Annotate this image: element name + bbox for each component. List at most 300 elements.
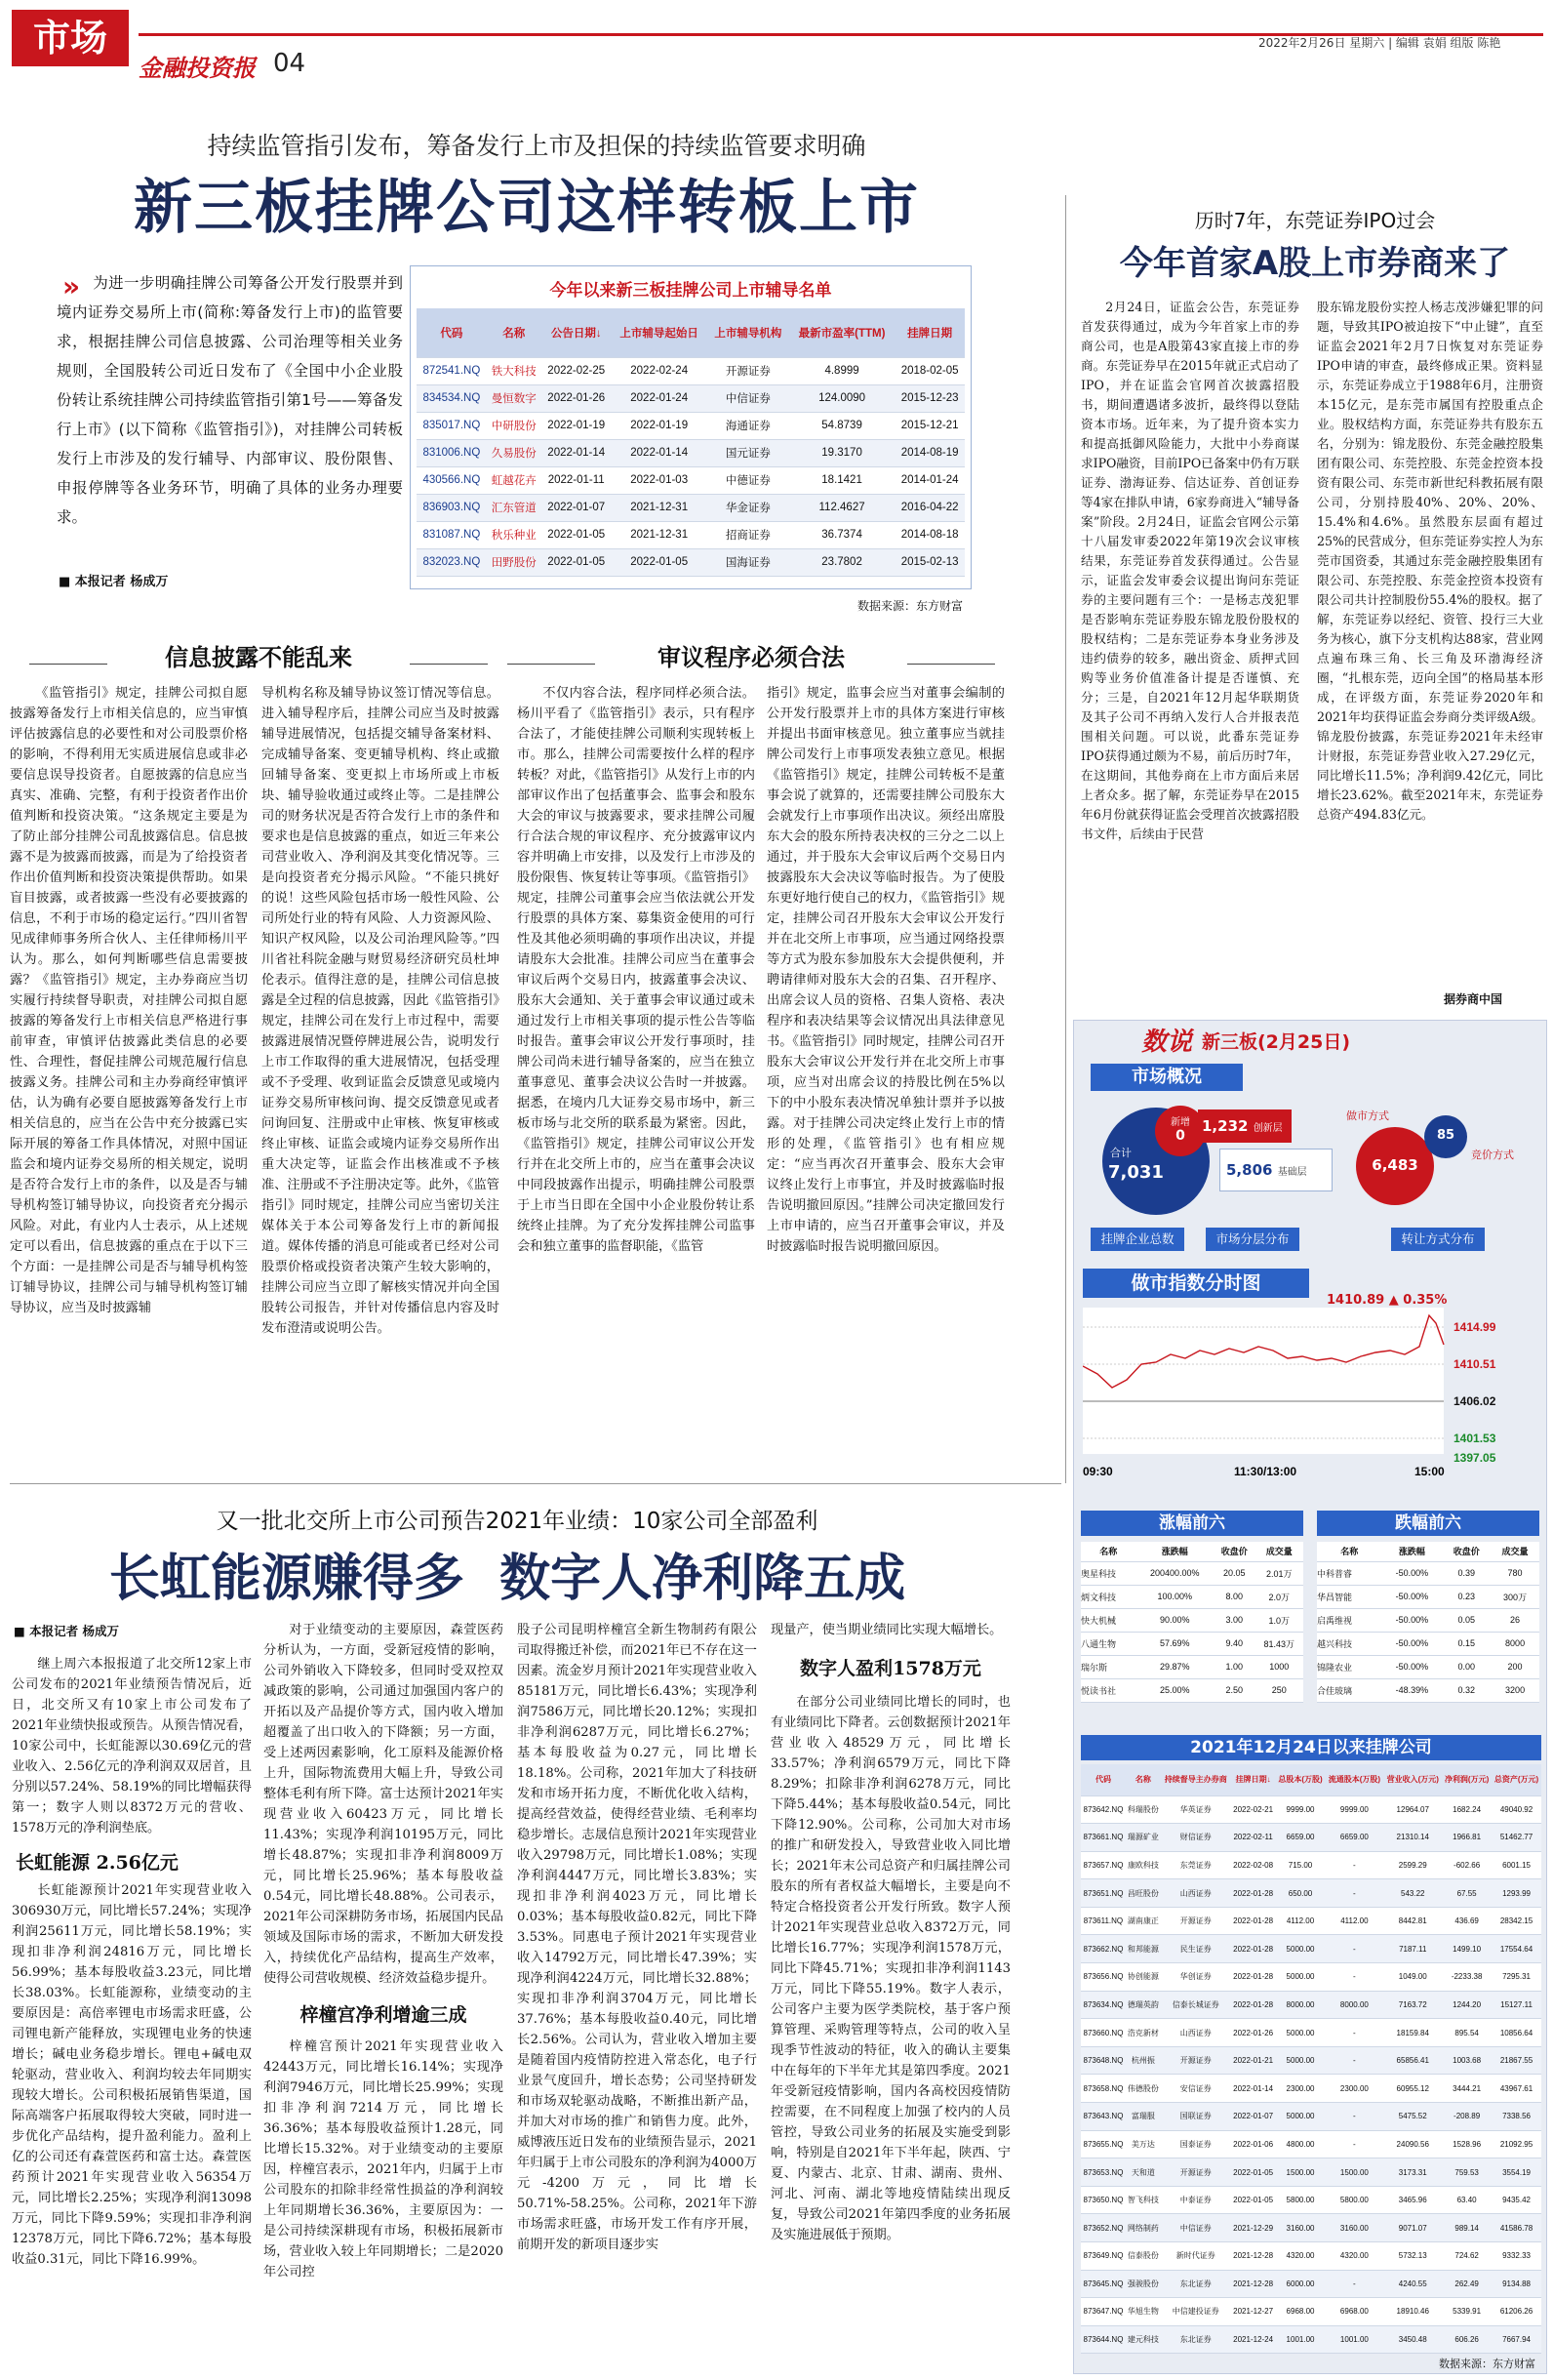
new-circle: 新增 0 xyxy=(1155,1106,1206,1156)
table-cell: 新时代证券 xyxy=(1161,2242,1231,2271)
right-headline: 今年首家A股上市券商来了 xyxy=(1119,244,1511,283)
market-overview xyxy=(1073,1098,1547,1234)
table-cell: 瑞源矿业 xyxy=(1126,1824,1161,1852)
table-cell: 90.00% xyxy=(1136,1608,1214,1632)
table-cell: 2022-01-06 xyxy=(1231,2130,1276,2158)
right-source: 据券商中国 xyxy=(1444,992,1503,1006)
list-row xyxy=(1081,2019,1541,2047)
subhead-changhong: 长虹能源 2.56亿元 xyxy=(16,1852,179,1874)
table-cell: 2022-02-25 xyxy=(541,357,612,384)
table-cell: 秋乐种业 xyxy=(487,521,541,548)
table-cell: 8000.00 xyxy=(1276,1991,1326,2019)
table-cell: 中信建投证券 xyxy=(1161,2298,1231,2326)
table-cell: 7295.31 xyxy=(1492,1963,1541,1992)
table-cell: 5732.13 xyxy=(1383,2242,1442,2271)
table-cell: 835017.NQ xyxy=(417,412,487,439)
table-cell: 3.00 xyxy=(1214,1608,1254,1632)
table-cell: 5000.00 xyxy=(1276,1963,1326,1992)
total-circle: 合计 7,031 xyxy=(1102,1108,1210,1215)
list-row xyxy=(1081,1991,1541,2019)
table-cell: 67.55 xyxy=(1442,1879,1492,1908)
table-cell: 炳文科技 xyxy=(1081,1585,1136,1608)
table-cell: 国海证券 xyxy=(707,548,789,576)
table-cell: 2.0万 xyxy=(1254,1585,1303,1608)
list-row xyxy=(1081,1851,1541,1879)
page-number: 04 xyxy=(273,49,306,78)
table-cell: 6659.00 xyxy=(1325,1824,1383,1852)
list-row xyxy=(1081,2186,1541,2214)
list-row xyxy=(1081,1963,1541,1992)
list-row xyxy=(1081,2046,1541,2075)
subhead-review-procedure: 审议程序必须合法 xyxy=(595,638,907,672)
table-cell: 873653.NQ xyxy=(1081,2158,1126,2187)
table-cell: 873655.NQ xyxy=(1081,2130,1126,2158)
table-cell: 2014-08-18 xyxy=(895,521,965,548)
table-cell: 57.69% xyxy=(1136,1632,1214,1655)
table-cell: 中德证券 xyxy=(707,466,789,494)
table-cell: 3160.00 xyxy=(1276,2214,1326,2242)
loss-row xyxy=(1317,1585,1539,1608)
table-cell: -50.00% xyxy=(1381,1608,1442,1632)
axis-r-3: 1406.02 xyxy=(1453,1394,1496,1408)
table-cell: 0.32 xyxy=(1442,1678,1491,1702)
main-col-divider xyxy=(1065,195,1066,1483)
loss-row xyxy=(1317,1655,1539,1678)
table-cell: 启禹维视 xyxy=(1317,1608,1381,1632)
table-cell: 9134.88 xyxy=(1492,2270,1541,2298)
table-cell: 信泰股份 xyxy=(1126,2242,1161,2271)
table-cell: 中信证券 xyxy=(707,384,789,412)
table-cell: 德瑞英韵 xyxy=(1126,1991,1161,2019)
main-col-1: 《监管指引》规定，挂牌公司拟自愿披露筹备发行上市相关信息的，应当审慎评估披露信息的必要性和对公司股票价格的影响，不得利用无实质进展信息或非必要信息误导投资者。自愿披露的信息应当真实、准确、完整，有利于投资者作出价值判断和投资决策。“这条规定主要是为了防止部分挂牌公司乱披露信息。信息披露不是为披露而披露，而是为了给投资者作出价值判断和投资决策提供帮助。如果盲目披露，或者披露一些没有必要披露的信息，不利于市场的稳定运行。”四川省智见成律师事务所合伙人、主任律师杨川平认为。那么，如何判断哪些信息需要披露？《监管指引》规定，主办券商应当切实履行持续督导职责，对挂牌公司拟自愿披露的筹备发行上市相关信息严格进行事前审查，审慎评估披露此类信息的必要性、合理性，督促挂牌公司规范履行信息披露义务。挂牌公司和主办券商经审慎评估，认为确有必要自愿披露筹备发行上市相关信息的，应当在公告中充分披露已实际开展的筹备工作具体情况，对照中国证监会和境内证券交易所的相关规定，说明是否符合发行上市的条件，以及是否与辅导机构签订辅导协议，向投资者充分揭示风险。对此，有业内人士表示，从上述规定可以看出，信息披露的重点在于以下三个方面：一是挂牌公司是否与辅导机构签订辅导协议，挂牌公司与辅导机构签订辅导协议，应当及时披露辅 xyxy=(10,686,248,1315)
table-cell: 中研股份 xyxy=(487,412,541,439)
listing-table-row xyxy=(417,384,965,412)
table-header-cell: 上市辅导起始日 xyxy=(612,308,707,357)
table-cell: 2022-01-28 xyxy=(1231,1879,1276,1908)
list-row xyxy=(1081,1907,1541,1935)
table-cell: 9999.00 xyxy=(1325,1795,1383,1824)
table-cell: -50.00% xyxy=(1381,1585,1442,1608)
gain-row xyxy=(1081,1608,1303,1632)
main-kicker: 持续监管指引发布，筹备发行上市及担保的持续监管要求明确 xyxy=(207,132,866,160)
table-cell: 780 xyxy=(1491,1561,1539,1585)
table-cell: 873662.NQ xyxy=(1081,1935,1126,1963)
table-cell: 2021-12-27 xyxy=(1231,2298,1276,2326)
table-cell: 1244.20 xyxy=(1442,1991,1492,2019)
table-cell: 2022-01-05 xyxy=(541,548,612,576)
table-cell: 81.43万 xyxy=(1254,1632,1303,1655)
table-cell: 美万达 xyxy=(1126,2130,1161,2158)
table-cell: 543.22 xyxy=(1383,1879,1442,1908)
table-header-cell: 名称 xyxy=(1317,1542,1381,1561)
list-row xyxy=(1081,1879,1541,1908)
gain-row xyxy=(1081,1585,1303,1608)
table-header-cell: 名称 xyxy=(1126,1764,1161,1795)
table-cell: 262.49 xyxy=(1442,2270,1492,2298)
table-cell: 2016-04-22 xyxy=(895,494,965,521)
table-cell: 5339.91 xyxy=(1442,2298,1492,2326)
main-col-4: 指引》规定，监事会应当对董事会编制的公开发行股票并上市的具体方案进行审核并提出书面审核意见。独立董事应当就挂牌公司发行上市事项发表独立意见。根据《监管指引》规定，挂牌公司转板不是董事会说了就算的，还需要挂牌公司股东大会就发行上市事项作出决议。须经出席股东大会的股东所持表决权的三分之二以上通过，并于股东大会审议后两个交易日内披露股东大会决议等临时报告。为了使股东更好地行使自己的权力，《监管指引》规定，挂牌公司召开股东大会审议公开发行并在北交所上市事项，应当通过网络投票等方式为股东参加股东大会提供便利，并聘请律师对股东大会的召集、召开程序、出席会议人员的资格、召集人资格、表决程序和表决结果等会议情况出具法律意见书。《监管指引》同时规定，挂牌公司召开股东大会审议公开发行并在北交所上市事项，应当对出席会议的持股比例在5%以下的中小股东表决情况单独计票并予以披露。对于挂牌公司决定终止发行上市的情形的处理，《监管指引》也有相应规定：“应当再次召开董事会、股东大会审议终止发行上市事宜，并及时披露临时报告说明撤回原因。”挂牌公司决定撤回发行上市申请的，应当召开董事会审议，并及时披露临时报告说明撤回原因。 xyxy=(767,686,1005,1254)
table-cell: 606.26 xyxy=(1442,2325,1492,2354)
main-headline: 新三板挂牌公司这样转板上市 xyxy=(134,174,920,242)
table-cell: 东北证券 xyxy=(1161,2270,1231,2298)
table-header-cell: 代码 xyxy=(1081,1764,1126,1795)
table-cell: 23.7802 xyxy=(789,548,895,576)
table-cell: 831006.NQ xyxy=(417,439,487,466)
table-cell: 华昌智能 xyxy=(1317,1585,1381,1608)
table-cell: - xyxy=(1325,2103,1383,2131)
listing-table-row xyxy=(417,521,965,548)
table-cell: 田野股份 xyxy=(487,548,541,576)
table-cell: 4.8999 xyxy=(789,357,895,384)
table-cell: 2.50 xyxy=(1214,1678,1254,1702)
table-cell: 华英证券 xyxy=(1161,1795,1231,1824)
table-cell: 1.0万 xyxy=(1254,1608,1303,1632)
table-cell: 873647.NQ xyxy=(1081,2298,1126,2326)
table-cell: 1528.96 xyxy=(1442,2130,1492,2158)
table-cell: 1293.99 xyxy=(1492,1879,1541,1908)
table-cell: 国元证券 xyxy=(707,439,789,466)
list-row xyxy=(1081,2325,1541,2354)
table-cell: 895.54 xyxy=(1442,2019,1492,2047)
table-cell: 协创能源 xyxy=(1126,1963,1161,1992)
table-cell: 26 xyxy=(1491,1608,1539,1632)
table-header-cell: 净利润(万元) xyxy=(1442,1764,1492,1795)
table-header-cell: 流通股本(万股) xyxy=(1325,1764,1383,1795)
mm2-circle: 85 xyxy=(1424,1115,1467,1158)
table-cell: 124.0090 xyxy=(789,384,895,412)
table-cell: 1500.00 xyxy=(1325,2158,1383,2187)
table-cell: 18910.46 xyxy=(1383,2298,1442,2326)
table-cell: - xyxy=(1325,2046,1383,2075)
table-cell: 1003.68 xyxy=(1442,2046,1492,2075)
loss-row xyxy=(1317,1608,1539,1632)
table-cell: 6968.00 xyxy=(1325,2298,1383,2326)
table-cell: - xyxy=(1325,1935,1383,1963)
table-cell: 872541.NQ xyxy=(417,357,487,384)
table-header-cell: 收盘价 xyxy=(1214,1542,1254,1561)
table-cell: 3173.31 xyxy=(1383,2158,1442,2187)
table-cell: 开源证券 xyxy=(1161,1907,1231,1935)
table-cell: 8442.81 xyxy=(1383,1907,1442,1935)
table-cell: 0.05 xyxy=(1442,1608,1491,1632)
table-cell: 中科普睿 xyxy=(1317,1561,1381,1585)
table-cell: 国联证券 xyxy=(1161,2103,1231,2131)
table-cell: 2021-12-29 xyxy=(1231,2214,1276,2242)
listing-table-box xyxy=(410,265,972,613)
table-cell: 2021-12-28 xyxy=(1231,2270,1276,2298)
table-cell: 3554.19 xyxy=(1492,2158,1541,2187)
table-cell: 浩克新材 xyxy=(1126,2019,1161,2047)
listing-table-row xyxy=(417,357,965,384)
table-cell: 15127.11 xyxy=(1492,1991,1541,2019)
btn-transfer-method[interactable]: 转让方式分布 xyxy=(1391,1228,1485,1251)
table-cell: 2022-02-21 xyxy=(1231,1795,1276,1824)
table-cell: 海通证券 xyxy=(707,412,789,439)
table-cell: 2014-08-19 xyxy=(895,439,965,466)
table-cell: 安信证券 xyxy=(1161,2075,1231,2103)
table-cell: 汇东管道 xyxy=(487,494,541,521)
table-cell: 7667.94 xyxy=(1492,2325,1541,2354)
table-cell: 873644.NQ xyxy=(1081,2325,1126,2354)
base-box: 5,806 基础层 xyxy=(1219,1149,1333,1191)
table-cell: 873643.NQ xyxy=(1081,2103,1126,2131)
table-cell: 63.40 xyxy=(1442,2186,1492,2214)
table-cell: 836903.NQ xyxy=(417,494,487,521)
table-cell: 杭州振 xyxy=(1126,2046,1161,2075)
table-cell: 9435.42 xyxy=(1492,2186,1541,2214)
listing-table xyxy=(417,308,965,577)
list-row xyxy=(1081,2298,1541,2326)
table-cell: 36.7374 xyxy=(789,521,895,548)
listing-table-title: 今年以来新三板挂牌公司上市辅导名单 xyxy=(549,281,832,301)
table-cell: 2018-02-05 xyxy=(895,357,965,384)
table-cell: 2014-01-24 xyxy=(895,466,965,494)
table-cell: 1.00 xyxy=(1214,1655,1254,1678)
table-cell: 9071.07 xyxy=(1383,2214,1442,2242)
bottom-col-2: 对于业绩变动的主要原因，森萱医药分析认为，一方面，受新冠疫情的影响，公司外销收入下降较多，但同时受双控双减政策的影响，公司通过加强国内客户的开拓以及产品提价等方式，国内收入增加超覆盖了出口收入的下降额；另一方面，受上述两因素影响，化工原料及能源价格上升，国际物流费用大幅上升，导致公司整体毛利有所下降。富士达预计2021年实现营业收入60423万元，同比增长11.43%；实现净利润10195万元，同比增长48.87%；实现扣非净利润8009万元，同比增长25.96%；基本每股收益0.54元，同比增长48.88%。公司表示，2021年公司深耕防务市场，拓展国内民品领域及国际市场的需求，不断加大研发投入，持续优化产品结构，提高生产效率，使得公司营收规模、经济效益稳步提升。 梓橦宫净利增逾三成 梓橦宫预计2021年实现营业收入42443万元，同比增长16.14%；实现净利润7946万元，同比增长25.99%；实现扣非净利润7214万元，同比增长36.36%；基本每股收益预计1.28元，同比增长15.32%。对于业绩变动的主要原因，梓橦宫表示，2021年内，归属于上市公司股东的扣除非经常性损益的净利润较上年同期增长36.36%，主要原因为：一是公司持续深耕现有市场，积极拓展新市场，营业收入较上年同期增长；二是2020年公司控 xyxy=(263,1623,503,2279)
table-cell: 5800.00 xyxy=(1276,2186,1326,2214)
table-cell: 虹越花卉 xyxy=(487,466,541,494)
panel-title-a: 数说 xyxy=(1141,1028,1193,1057)
subhead-zitonggong: 梓橦宫净利增逾三成 xyxy=(299,2004,467,2026)
table-cell: 瑞尔斯 xyxy=(1081,1655,1136,1678)
table-cell: 2300.00 xyxy=(1325,2075,1383,2103)
table-cell: 100.00% xyxy=(1136,1585,1214,1608)
table-cell: -50.00% xyxy=(1381,1632,1442,1655)
table-header-cell: 涨跌幅 xyxy=(1136,1542,1214,1561)
table-cell: 49040.92 xyxy=(1492,1795,1541,1824)
table-header-cell: 涨跌幅 xyxy=(1381,1542,1442,1561)
list-row xyxy=(1081,1824,1541,1852)
index-readout: 1410.89 ▲ 0.35% xyxy=(1327,1293,1448,1308)
table-cell: 6001.15 xyxy=(1492,1851,1541,1879)
table-cell: 2022-01-28 xyxy=(1231,1935,1276,1963)
table-cell: 2022-01-14 xyxy=(541,439,612,466)
table-cell: 1001.00 xyxy=(1325,2325,1383,2354)
table-cell: 信泰长城证券 xyxy=(1161,1991,1231,2019)
list-row xyxy=(1081,2103,1541,2131)
table-cell: 6000.00 xyxy=(1276,2270,1326,2298)
table-cell: 4240.55 xyxy=(1383,2270,1442,2298)
table-cell: -208.89 xyxy=(1442,2103,1492,2131)
bottom-col-1: 继上周六本报报道了北交所12家上市公司发布的2021年业绩预告情况后，近日，北交所又有10家上市公司发布了2021年业绩快报或预告。从预告情况看，10家公司中，长虹能源以30.69亿元的营业收入、2.56亿元的净利润双双居首，且分别以57.24%、58.19%的同比增幅获得第一；数字人则以8372万元的营收、1578万元的净利润垫底。 长虹能源 2.56亿元 长虹能源预计2021年实现营业收入306930万元，同比增长57.24%；实现净利润25611万元，同比增长58.19%；实现扣非净利润24816万元，同比增长56.99%；基本每股收益3.23元，同比增长38.03%。长虹能源称，业绩变动的主要原因是：高倍率锂电市场需求旺盛，公司锂电新产能释放，实现锂电业务的快速增长；碱电业务稳步增长。锂电+碱电双轮驱动，营业收入、利润均较去年同期实现较大增长。公司积极拓展销售渠道，国际高端客户拓展取得较大突破，同时进一步优化产品结构，提升盈利能力。盈利上亿的公司还有森萱医药和富士达。森萱医药预计2021年实现营业收入56354万元，同比增长2.25%；实现净利润13098万元，同比下降9.59%；实现扣非净利润12378万元，同比下降6.72%；基本每股收益0.31元，同比下降16.99%。 xyxy=(12,1657,252,2267)
table-cell: 650.00 xyxy=(1276,1879,1326,1908)
table-cell: 1682.24 xyxy=(1442,1795,1492,1824)
table-cell: -2233.38 xyxy=(1442,1963,1492,1992)
table-cell: 831087.NQ xyxy=(417,521,487,548)
table-cell: 2022-02-08 xyxy=(1231,1851,1276,1879)
loss-row xyxy=(1317,1632,1539,1655)
lede: 为进一步明确挂牌公司筹备公开发行股票并到境内证券交易所上市(简称:筹备发行上市)的监管要求，根据挂牌公司信息披露、公司治理等相关业务规则，全国股转公司近日发布了《全国中小企业股份转让系统挂牌公司持续监管指引第1号——筹备发行上市》(以下简称《监管指引》)，对挂牌公司转板发行上市涉及的发行辅导、内部审议、股份限售、申报停牌等各业务环节，明确了具体的业务办理要求。 xyxy=(57,274,403,526)
list-row xyxy=(1081,2242,1541,2271)
table-cell: 1500.00 xyxy=(1276,2158,1326,2187)
market-title: 市场概况 xyxy=(1091,1064,1243,1091)
table-header-cell: 代码 xyxy=(417,308,487,357)
listing-table-source: 数据来源：东方财富 xyxy=(856,599,963,613)
table-cell: 19.3170 xyxy=(789,439,895,466)
table-cell: 25.00% xyxy=(1136,1678,1214,1702)
table-cell: 873642.NQ xyxy=(1081,1795,1126,1824)
table-cell: -50.00% xyxy=(1381,1655,1442,1678)
table-cell: - xyxy=(1325,2019,1383,2047)
table-cell: 康欧科技 xyxy=(1126,1851,1161,1879)
table-cell: 2022-01-07 xyxy=(1231,2103,1276,2131)
table-cell: 湖南康正 xyxy=(1126,1907,1161,1935)
list-row xyxy=(1081,2158,1541,2187)
table-cell: 21092.95 xyxy=(1492,2130,1541,2158)
table-cell: 2022-01-19 xyxy=(541,412,612,439)
table-cell: 10856.64 xyxy=(1492,2019,1541,2047)
table-cell: 建元科技 xyxy=(1126,2325,1161,2354)
table-cell: 1499.10 xyxy=(1442,1935,1492,1963)
table-cell: 2022-01-28 xyxy=(1231,1963,1276,1992)
right-col-1: 2月24日，证监会公告，东莞证券首发获得通过，成为今年首家上市的券商公司，也是A股第43家直接上市的券商。东莞证券早在2015年就正式启动了IPO，并在证监会官网首次披露招股书，期间遭遇诸多波折，最终得以登陆资本市场。近年来，为了提升资本实力和提高抵御风险能力，大批中小券商谋求IPO融资，目前IPO已备案中仍有万联证券、渤海证券、信达证券、首创证券等4家在排队申请，6家券商进入“辅导备案”阶段。2月24日，证监会官网公示第十八届发审委2022年第19次会议审核结果，东莞证券首发获得通过。公告显示，证监会发审委会议提出询问东莞证券的主要问题有三个：一是杨志茂犯罪是否影响东莞证券股东锦龙股份股权的股权结构；二是东莞证券本身业务涉及违约债券的较多，融出资金、质押式回购等业务价值准备计提是否谨慎、充分；三是，自2021年12月起华联期货及其子公司不再纳入发行人合并报表范围相关问题。可以说，此番东莞证券IPO获得通过颇为不易，前后历时7年，在这期间，其他券商在上市方面后来居上者众多。据了解，东莞证券早在2015年6月份就获得证监会受理首次披露招股书文件，后续由于民营 xyxy=(1081,300,1299,841)
listing-table-row xyxy=(417,548,965,576)
table-cell: 0.23 xyxy=(1442,1585,1491,1608)
loss-title: 跌幅前六 xyxy=(1317,1511,1539,1536)
table-cell: 中信证券 xyxy=(1161,2214,1231,2242)
table-cell: 5475.52 xyxy=(1383,2103,1442,2131)
table-cell: 6659.00 xyxy=(1276,1824,1326,1852)
right-col-2: 股东锦龙股份实控人杨志茂涉嫌犯罪的问题，导致其IPO被迫按下“中止键”，直至证监会2021年2月7日恢复对东莞证券IPO申请的审查，最终修成正果。资料显示，东莞证券成立于1988年6月，注册资本15亿元，是东莞市属国有控股重点企业。股权结构方面，东莞证券共有股东五名，分别为：锦龙股份、东莞金融控股集团有限公司、东莞控股、东莞金控资本投资有限公司、东莞市新世纪科教拓展有限公司，分别持股40%、20%、20%、15.4%和4.6%。虽然股东层面有超过25%的民营成分，但东莞证券实控人为东莞市国资委，其通过东莞金融控股集团有限公司、东莞控股、东莞金控资本投资有限公司共计控制股份55.4%的股权。据了解，东莞证券以经纪、资管、投行三大业务为核心，旗下分支机构达88家，营业网点遍布珠三角、长三角及环渤海经济圈，“扎根东莞，迈向全国”的格局基本形成，在评级方面，东莞证券2020年和2021年均获得证监会券商分类评级A级。锦龙股份披露，东莞证券2021年未经审计财报，东莞证券营业收入27.29亿元，同比增长11.5%；净利润9.42亿元，同比增长23.62%。截至2021年末，东莞证券总资产494.83亿元。 xyxy=(1317,300,1543,822)
table-cell: 9.40 xyxy=(1214,1632,1254,1655)
table-cell: 436.69 xyxy=(1442,1907,1492,1935)
table-cell: 2022-01-28 xyxy=(1231,1991,1276,2019)
table-cell: 2022-01-11 xyxy=(541,466,612,494)
table-cell: 12964.07 xyxy=(1383,1795,1442,1824)
table-cell: 3465.96 xyxy=(1383,2186,1442,2214)
table-cell: 3160.00 xyxy=(1325,2214,1383,2242)
table-cell: 6968.00 xyxy=(1276,2298,1326,2326)
table-cell: 开源证券 xyxy=(1161,2046,1231,2075)
date-line: 2022年2月26日 星期六 | 编辑 袁娟 组版 陈艳 xyxy=(1258,36,1501,50)
table-cell: 4320.00 xyxy=(1276,2242,1326,2271)
table-cell: 华金证券 xyxy=(707,494,789,521)
list-row xyxy=(1081,2075,1541,2103)
table-cell: 5000.00 xyxy=(1276,2046,1326,2075)
axis-r-1: 1414.99 xyxy=(1453,1320,1496,1334)
innov-box: 1,232 创新层 xyxy=(1198,1109,1292,1143)
table-cell: 61206.26 xyxy=(1492,2298,1541,2326)
table-header-cell: 持续督导主办券商 xyxy=(1161,1764,1231,1795)
table-cell: 715.00 xyxy=(1276,1851,1326,1879)
table-cell: 2022-01-05 xyxy=(1231,2158,1276,2187)
table-cell: 2015-12-23 xyxy=(895,384,965,412)
axis-r-5: 1397.05 xyxy=(1453,1451,1496,1465)
table-cell: 东北证券 xyxy=(1161,2325,1231,2354)
table-cell: 5000.00 xyxy=(1276,2019,1326,2047)
table-cell: 5000.00 xyxy=(1276,1935,1326,1963)
main-byline: ■ 本报记者 杨成万 xyxy=(59,575,169,589)
table-header-cell: 公告日期↓ xyxy=(541,308,612,357)
table-cell: 3450.48 xyxy=(1383,2325,1442,2354)
table-cell: 9999.00 xyxy=(1276,1795,1326,1824)
table-cell: 43967.61 xyxy=(1492,2075,1541,2103)
table-cell: 873660.NQ xyxy=(1081,2019,1126,2047)
table-cell: 和邦能源 xyxy=(1126,1935,1161,1963)
table-cell: 民生证券 xyxy=(1161,1935,1231,1963)
table-cell: 29.87% xyxy=(1136,1655,1214,1678)
table-cell: 山西证券 xyxy=(1161,2019,1231,2047)
table-cell: 2022-02-11 xyxy=(1231,1824,1276,1852)
table-cell: 759.53 xyxy=(1442,2158,1492,2187)
table-cell: -50.00% xyxy=(1381,1561,1442,1585)
table-cell: 2599.29 xyxy=(1383,1851,1442,1879)
gain-row xyxy=(1081,1655,1303,1678)
table-cell: 200400.00% xyxy=(1136,1561,1214,1585)
table-cell: 2022-01-24 xyxy=(612,384,707,412)
list-row xyxy=(1081,2270,1541,2298)
gain-title: 涨幅前六 xyxy=(1081,1511,1303,1536)
table-cell: 834534.NQ xyxy=(417,384,487,412)
table-cell: 2022-01-03 xyxy=(612,466,707,494)
list-row xyxy=(1081,1935,1541,1963)
table-cell: 伟德股份 xyxy=(1126,2075,1161,2103)
table-cell: 科瑞股份 xyxy=(1126,1795,1161,1824)
table-cell: 832023.NQ xyxy=(417,548,487,576)
bottom-top-rule xyxy=(10,1483,1061,1484)
table-cell: 八通生物 xyxy=(1081,1632,1136,1655)
table-cell: 873611.NQ xyxy=(1081,1907,1126,1935)
table-cell: 奥星科技 xyxy=(1081,1561,1136,1585)
table-cell: 2022-01-21 xyxy=(1231,2046,1276,2075)
axis-x-2: 11:30/13:00 xyxy=(1234,1465,1297,1478)
table-cell: 2022-01-26 xyxy=(1231,2019,1276,2047)
table-cell: 873657.NQ xyxy=(1081,1851,1126,1879)
table-cell: 873649.NQ xyxy=(1081,2242,1126,2271)
bottom-col-3: 股子公司昆明梓橦宫全新生物制药有限公司取得搬迁补偿，而2021年已不存在这一因素。流金岁月预计2021年实现营业收入85181万元，同比增长6.43%；实现净利润7586万元，同比增长20.12%；实现扣非净利润6287万元，同比增长6.27%；基本每股收益为0.27元，同比增长18.18%。公司称，2021年加大了科技研发和市场开拓力度，不断优化收入结构，提高经营效益，使得经营业绩、毛利率均稳步增长。志晟信息预计2021年实现营业收入29798万元，同比增长1.08%；实现净利润4447万元，同比增长3.83%；实现扣非净利润4023万元，同比增长0.03%；基本每股收益0.82元，同比下降3.53%。同惠电子预计2021年实现营业收入14792万元，同比增长47.39%；实现净利润4224万元，同比增长32.88%；实现扣非净利润3704万元，同比增长37.76%；基本每股收益0.40元，同比增长2.56%。公司认为，营业收入增加主要是随着国内疫情防控进入常态化，电子行业景气度回升，增长态势；公司坚持研发和市场双轮驱动战略，不断推出新产品，并加大对市场的推广和销售力度。此外，威博液压近日发布的业绩预告显示，2021年归属于上市公司股东的净利润为4000万元-4200万元，同比增长50.71%-58.25%。公司称，2021年下游市场需求旺盛，市场开发工作有序开展，前期开发的新项目逐步实 xyxy=(517,1623,757,2252)
table-cell: 21867.55 xyxy=(1492,2046,1541,2075)
table-cell: - xyxy=(1325,2270,1383,2298)
table-cell: 2022-01-05 xyxy=(541,521,612,548)
table-cell: 2021-12-31 xyxy=(612,494,707,521)
table-cell: 0.15 xyxy=(1442,1632,1491,1655)
table-cell: 久易股份 xyxy=(487,439,541,466)
table-cell: 富瑞服 xyxy=(1126,2103,1161,2131)
table-cell: - xyxy=(1325,1851,1383,1879)
subhead-info-disclosure: 信息披露不能乱来 xyxy=(107,638,410,672)
table-cell: 开源证券 xyxy=(1161,2158,1231,2187)
table-cell: 54.8739 xyxy=(789,412,895,439)
table-cell: 2022-01-05 xyxy=(612,548,707,576)
table-cell: 8000.00 xyxy=(1325,1991,1383,2019)
table-cell: 873652.NQ xyxy=(1081,2214,1126,2242)
table-cell: 989.14 xyxy=(1442,2214,1492,2242)
gain-row xyxy=(1081,1678,1303,1702)
table-cell: 724.62 xyxy=(1442,2242,1492,2271)
index-title: 做市指数分时图 xyxy=(1083,1269,1309,1298)
table-cell: -602.66 xyxy=(1442,1851,1492,1879)
table-cell: 4800.00 xyxy=(1276,2130,1326,2158)
bottom-byline: ■ 本报记者 杨成万 xyxy=(14,1624,120,1638)
btn-total-companies[interactable]: 挂牌企业总数 xyxy=(1091,1228,1184,1251)
table-cell: 65856.41 xyxy=(1383,2046,1442,2075)
table-cell: 锦隆农业 xyxy=(1317,1655,1381,1678)
table-cell: 2022-01-28 xyxy=(1231,1907,1276,1935)
section-flag: 市场 xyxy=(12,10,129,66)
table-cell: 招商证券 xyxy=(707,521,789,548)
table-header-cell: 总股本(万股) xyxy=(1276,1764,1326,1795)
right-kicker: 历时7年，东莞证券IPO过会 xyxy=(1194,209,1436,232)
table-cell: 智飞科技 xyxy=(1126,2186,1161,2214)
table-cell: 山西证券 xyxy=(1161,1879,1231,1908)
btn-tier-distribution[interactable]: 市场分层分布 xyxy=(1206,1228,1299,1251)
table-cell: 1001.00 xyxy=(1276,2325,1326,2354)
table-cell: 网络制药 xyxy=(1126,2214,1161,2242)
axis-x-3: 15:00 xyxy=(1414,1465,1445,1478)
table-cell: 18159.84 xyxy=(1383,2019,1442,2047)
